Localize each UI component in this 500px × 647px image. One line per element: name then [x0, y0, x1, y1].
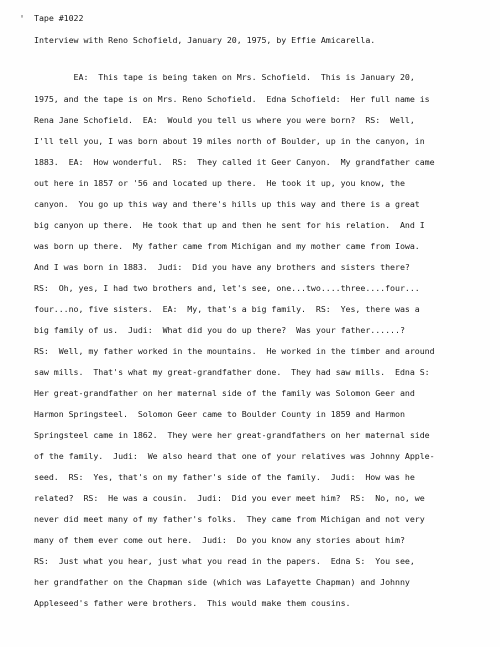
stray-mark: ' [19, 14, 25, 25]
body-line: Springsteel came in 1862. They were her great-grandfathers on her maternal side [34, 430, 430, 440]
body-line: Rena Jane Schofield. EA: Would you tell us where you were born? RS: Well, [34, 115, 415, 125]
body-line: canyon. You go up this way and there's hills up this way and there is a great [34, 199, 420, 209]
body-line: Harmon Springsteel. Solomon Geer came to Boulder County in 1859 and Harmon [34, 409, 405, 419]
body-line: never did meet many of my father's folks. They came from Michigan and not very [34, 514, 425, 524]
body-line: big canyon up there. He took that up and then he sent for his relation. And I [34, 220, 425, 230]
body-line: seed. RS: Yes, that's on my father's side of the family. Judi: How was he [34, 472, 415, 482]
body-line: Appleseed's father were brothers. This would make them cousins. [34, 598, 351, 608]
body-line: EA: This tape is being taken on Mrs. Schofield. This is January 20, [34, 72, 415, 82]
body-line: her grandfather on the Chapman side (which was Lafayette Chapman) and Johnny [34, 577, 410, 587]
body-line: Her great-grandfather on her maternal side of the family was Solomon Geer and [34, 388, 415, 398]
body-line: was born up there. My father came from Michigan and my mother came from Iowa. [34, 241, 420, 251]
body-line: four...no, five sisters. EA: My, that's a big family. RS: Yes, there was a [34, 304, 420, 314]
body-line: RS: Oh, yes, I had two brothers and, let's see, one...two....three....four... [34, 283, 420, 293]
body-line: 1975, and the tape is on Mrs. Reno Schofield. Edna Schofield: Her full name is [34, 94, 430, 104]
body-line: big family of us. Judi: What did you do up there? Was your father......? [34, 325, 405, 335]
body-line: saw mills. That's what my great-grandfather done. They had saw mills. Edna S: [34, 367, 430, 377]
body-line: 1883. EA: How wonderful. RS: They called it Geer Canyon. My grandfather came [34, 157, 435, 167]
body-line: related? RS: He was a cousin. Judi: Did you ever meet him? RS: No, no, we [34, 493, 425, 503]
tape-label: Tape #1022 [34, 13, 84, 23]
body-line: And I was born in 1883. Judi: Did you have any brothers and sisters there? [34, 262, 410, 272]
body-line: out here in 1857 or '56 and located up there. He took it up, you know, the [34, 178, 405, 188]
body-line: many of them ever come out here. Judi: Do you know any stories about him? [34, 535, 405, 545]
body-line: RS: Well, my father worked in the mountains. He worked in the timber and around [34, 346, 435, 356]
body-line: RS: Just what you hear, just what you read in the papers. Edna S: You see, [34, 556, 415, 566]
interview-heading: Interview with Reno Schofield, January 20, 1975, by Effie Amicarella. [34, 35, 376, 45]
body-line: I'll tell you, I was born about 19 miles north of Boulder, up in the canyon, in [34, 136, 425, 146]
body-line: of the family. Judi: We also heard that one of your relatives was Johnny Apple- [34, 451, 435, 461]
